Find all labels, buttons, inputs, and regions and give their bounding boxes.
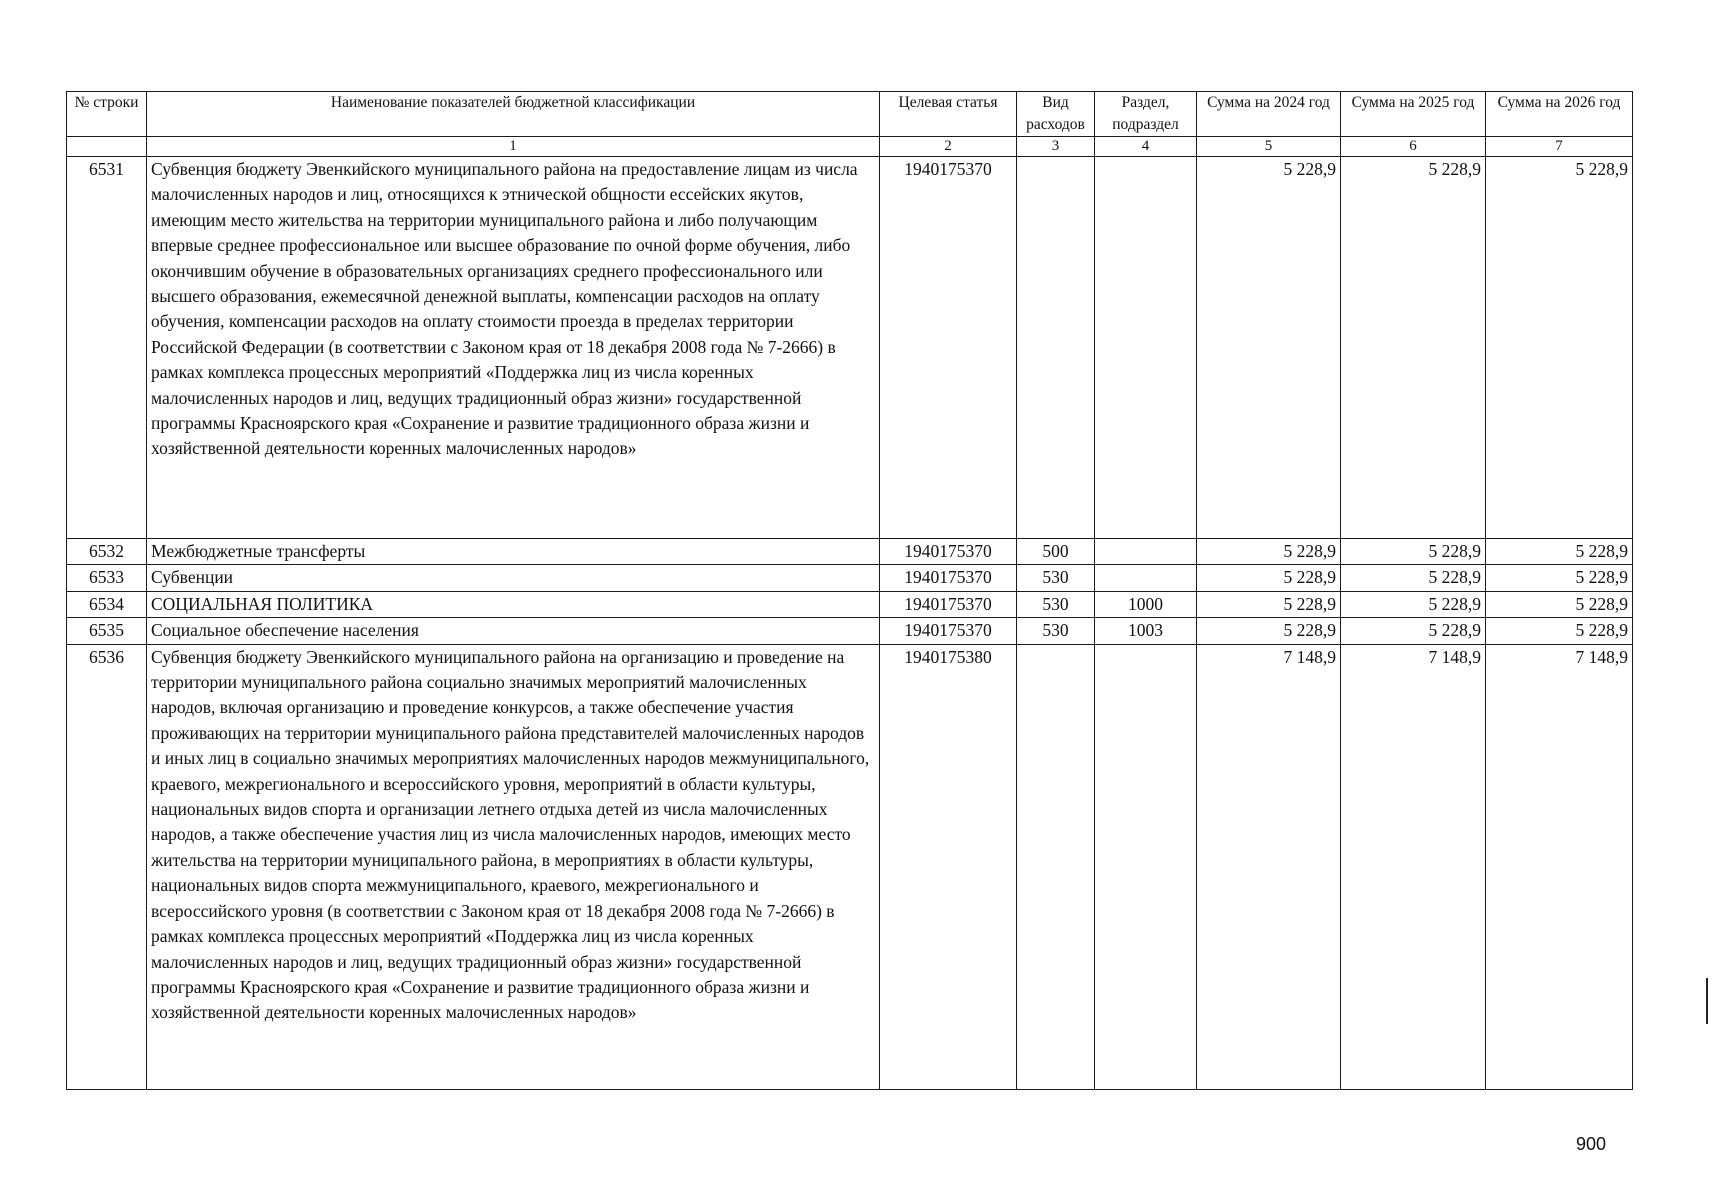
budget-table [66, 91, 1633, 1090]
header-sum-2024: Сумма на 2024 год [1197, 92, 1341, 137]
row-number: 6532 [67, 539, 147, 565]
header-row [67, 92, 1633, 137]
row-number: 6531 [67, 157, 147, 539]
row-expense-type: 530 [1017, 565, 1095, 591]
row-name: Социальное обеспечение населения [147, 618, 880, 644]
table-row [67, 618, 1633, 644]
header-row-number: № строки [67, 92, 147, 137]
row-section [1095, 644, 1197, 1089]
column-number: 5 [1197, 137, 1341, 157]
row-sum-2024: 5 228,9 [1197, 565, 1341, 591]
header-target-article: Целевая статья [880, 92, 1017, 137]
row-section: 1000 [1095, 591, 1197, 617]
row-section: 1003 [1095, 618, 1197, 644]
column-number: 1 [147, 137, 880, 157]
row-sum-2024: 5 228,9 [1197, 618, 1341, 644]
column-number: 2 [880, 137, 1017, 157]
table-row [67, 539, 1633, 565]
column-numbers-row [67, 137, 1633, 157]
row-sum-2025: 5 228,9 [1341, 565, 1486, 591]
row-number: 6535 [67, 618, 147, 644]
header-section: Раздел, подраздел [1095, 92, 1197, 137]
header-sum-2025: Сумма на 2025 год [1341, 92, 1486, 137]
table-row [67, 591, 1633, 617]
table-row [67, 157, 1633, 539]
column-number: 6 [1341, 137, 1486, 157]
row-sum-2026: 5 228,9 [1486, 539, 1633, 565]
row-name: СОЦИАЛЬНАЯ ПОЛИТИКА [147, 591, 880, 617]
row-sum-2026: 5 228,9 [1486, 591, 1633, 617]
row-sum-2025: 5 228,9 [1341, 618, 1486, 644]
column-number [67, 137, 147, 157]
table-row [67, 644, 1633, 1089]
row-name: Субвенция бюджету Эвенкийского муниципального района на предоставление лицам из числа малочисленных народов и лиц, относящихся к этнической общности ессейских якутов, имеющим место жительства на территории муниципального района и либо получающим впервые среднее профессиональное или высшее образование по очной форме обучения, либо окончившим обучение в образовательных организациях среднего профессионального или высшего образования, ежемесячной денежной выплаты, компенсации расходов на оплату обучения, компенсации расходов на оплату стоимости проезда в пределах территории Российской Федерации (в соответствии с Законом края от 18 декабря 2008 года № 7-2666) в рамках комплекса процессных мероприятий «Поддержка лиц из числа коренных малочисленных народов и лиц, ведущих традиционный образ жизни» государственной программы Красноярского края «Сохранение и развитие традиционного образа жизни и хозяйственной деятельности коренных малочисленных народов» [147, 157, 880, 539]
row-name: Межбюджетные трансферты [147, 539, 880, 565]
row-number: 6533 [67, 565, 147, 591]
row-sum-2026: 7 148,9 [1486, 644, 1633, 1089]
row-sum-2024: 5 228,9 [1197, 157, 1341, 539]
header-name: Наименование показателей бюджетной классификации [147, 92, 880, 137]
row-sum-2024: 5 228,9 [1197, 591, 1341, 617]
header-expense-type: Вид расходов [1017, 92, 1095, 137]
row-sum-2025: 5 228,9 [1341, 591, 1486, 617]
row-expense-type [1017, 157, 1095, 539]
row-sum-2025: 5 228,9 [1341, 157, 1486, 539]
row-target-article: 1940175380 [880, 644, 1017, 1089]
row-sum-2024: 7 148,9 [1197, 644, 1341, 1089]
row-sum-2026: 5 228,9 [1486, 565, 1633, 591]
row-name: Субвенции [147, 565, 880, 591]
row-expense-type: 530 [1017, 591, 1095, 617]
row-section [1095, 157, 1197, 539]
row-number: 6536 [67, 644, 147, 1089]
row-target-article: 1940175370 [880, 591, 1017, 617]
row-expense-type [1017, 644, 1095, 1089]
column-number: 4 [1095, 137, 1197, 157]
row-expense-type: 500 [1017, 539, 1095, 565]
row-sum-2025: 7 148,9 [1341, 644, 1486, 1089]
page-number: 900 [1576, 1134, 1607, 1154]
column-number: 7 [1486, 137, 1633, 157]
row-number: 6534 [67, 591, 147, 617]
row-target-article: 1940175370 [880, 157, 1017, 539]
row-target-article: 1940175370 [880, 539, 1017, 565]
header-sum-2026: Сумма на 2026 год [1486, 92, 1633, 137]
row-sum-2024: 5 228,9 [1197, 539, 1341, 565]
column-number: 3 [1017, 137, 1095, 157]
row-sum-2026: 5 228,9 [1486, 618, 1633, 644]
row-target-article: 1940175370 [880, 565, 1017, 591]
row-target-article: 1940175370 [880, 618, 1017, 644]
row-sum-2025: 5 228,9 [1341, 539, 1486, 565]
scan-edge-mark [1706, 978, 1708, 1024]
table-row [67, 565, 1633, 591]
row-name: Субвенция бюджету Эвенкийского муниципального района на организацию и проведение на территории муниципального района социально значимых мероприятий малочисленных народов, включая организацию и проведение конкурсов, а также обеспечение участия проживающих на территории муниципального района представителей малочисленных народов и иных лиц в социально значимых мероприятиях малочисленных народов межмуниципального, краевого, межрегионального и всероссийского уровня, мероприятий в области культуры, национальных видов спорта и организации летнего отдыха детей из числа малочисленных народов, а также обеспечение участия лиц из числа малочисленных народов, имеющих место жительства на территории муниципального района, в мероприятиях в области культуры, национальных видов спорта межмуниципального, краевого, межрегионального и всероссийского уровня (в соответствии с Законом края от 18 декабря 2008 года № 7-2666) в рамках комплекса процессных мероприятий «Поддержка лиц из числа коренных малочисленных народов и лиц, ведущих традиционный образ жизни» государственной программы Красноярского края «Сохранение и развитие традиционного образа жизни и хозяйственной деятельности коренных малочисленных народов» [147, 644, 880, 1089]
row-sum-2026: 5 228,9 [1486, 157, 1633, 539]
row-expense-type: 530 [1017, 618, 1095, 644]
row-section [1095, 565, 1197, 591]
row-section [1095, 539, 1197, 565]
